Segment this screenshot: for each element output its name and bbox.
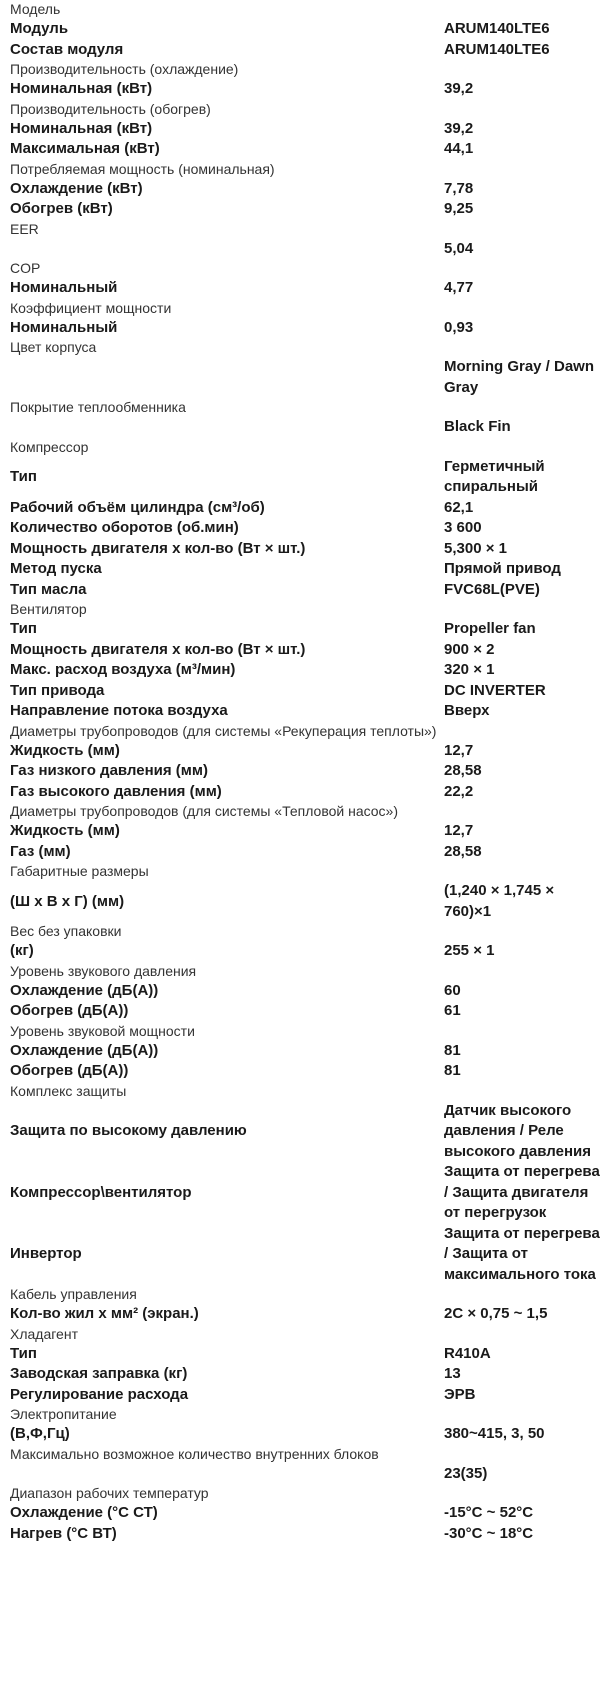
spec-label: Охлаждение (кВт) [10, 179, 143, 197]
spec-row [0, 119, 614, 140]
spec-value: 3 600 [444, 519, 482, 536]
spec-value: R410A [444, 1344, 491, 1362]
spec-label: Тип [10, 620, 37, 638]
spec-row [0, 1001, 614, 1022]
section-header: Производительность (обогрев) [10, 100, 211, 117]
spec-row [0, 239, 614, 260]
spec-label: Газ низкого давления (мм) [10, 762, 208, 780]
spec-row [0, 40, 614, 61]
spec-label: Номинальная (кВт) [10, 80, 153, 98]
spec-value: Прямой привод [444, 560, 561, 577]
spec-value: (1,240 × 1,745 × 760)×1 [444, 882, 555, 920]
spec-label: Направление потока воздуха [10, 702, 228, 720]
spec-row [0, 559, 614, 580]
spec-label: Жидкость (мм) [10, 741, 120, 759]
spec-row [0, 1344, 614, 1365]
spec-label: Защита по высокому давлению [10, 1122, 247, 1140]
spec-value: Вверх [444, 702, 490, 719]
section-header: Диаметры трубопроводов (для системы «Тепловой насос») [10, 803, 399, 819]
spec-label: Компрессор\вентилятор [10, 1183, 192, 1201]
spec-row [0, 1224, 614, 1286]
spec-label: Номинальная (кВт) [10, 119, 153, 137]
spec-value: Black Fin [444, 418, 511, 435]
spec-value: ЭРВ [444, 1385, 476, 1403]
spec-label: Макс. расход воздуха (м³/мин) [10, 661, 236, 679]
spec-label: Тип [10, 1344, 37, 1362]
spec-row [0, 821, 614, 842]
spec-value: 81 [444, 1062, 461, 1079]
spec-label: Номинальный [10, 318, 118, 336]
spec-value: 320 × 1 [444, 661, 495, 678]
spec-label: Кол-во жил x мм² (экран.) [10, 1305, 199, 1323]
spec-row [0, 1385, 614, 1406]
section-header: Диаметры трубопроводов (для системы «Рекуперация теплоты») [10, 722, 437, 739]
spec-label: Газ (мм) [10, 842, 71, 860]
spec-value: -30°C ~ 18°C [444, 1524, 534, 1542]
spec-row [0, 139, 614, 160]
spec-label: Регулирование расхода [10, 1385, 189, 1403]
spec-row [0, 1503, 614, 1524]
spec-row [0, 539, 614, 560]
section-header: Кабель управления [10, 1286, 137, 1302]
spec-row [0, 619, 614, 640]
section-header: Цвет корпуса [10, 339, 97, 355]
spec-label: (В,Ф,Гц) [10, 1425, 70, 1443]
section-header: Вес без упаковки [10, 923, 122, 939]
spec-label: Мощность двигателя x кол-во (Вт × шт.) [10, 539, 306, 557]
spec-label: Количество оборотов (об.мин) [10, 519, 239, 537]
section-header: Комплекс защиты [10, 1082, 127, 1099]
section-header: COP [10, 260, 41, 276]
section-header: Максимально возможное количество внутренних блоков [10, 1445, 379, 1462]
spec-row [0, 1464, 614, 1485]
spec-row [0, 518, 614, 539]
spec-row [0, 640, 614, 661]
spec-value: 5,300 × 1 [444, 539, 507, 557]
section-header: Диапазон рабочих температур [10, 1485, 209, 1501]
spec-value: ARUM140LTE6 [444, 40, 550, 58]
spec-row [0, 1424, 614, 1445]
spec-row [0, 1061, 614, 1082]
section-header: Производительность (охлаждение) [10, 61, 239, 77]
spec-row [0, 79, 614, 100]
spec-label: Номинальный [10, 279, 118, 297]
spec-value: 380~415, 3, 50 [444, 1425, 545, 1442]
section-header: Покрытие теплообменника [10, 399, 186, 415]
section-header: Уровень звукового давления [10, 962, 197, 979]
spec-value: 81 [444, 1041, 461, 1059]
spec-row [0, 457, 614, 498]
spec-row [0, 981, 614, 1002]
section-header: Уровень звуковой мощности [10, 1022, 195, 1039]
spec-value: 44,1 [444, 140, 474, 157]
spec-value: 39,2 [444, 80, 474, 97]
spec-value: Propeller fan [444, 620, 536, 637]
spec-label: Максимальная (кВт) [10, 140, 160, 158]
spec-row [0, 741, 614, 762]
spec-value: 12,7 [444, 822, 474, 839]
section-header: Габаритные размеры [10, 863, 149, 879]
spec-row [0, 1304, 614, 1325]
spec-row [0, 19, 614, 40]
spec-value: Защита от перегрева / Защита от максимального тока [444, 1224, 600, 1283]
spec-label: Обогрев (дБ(А)) [10, 1062, 129, 1080]
spec-value: 5,04 [444, 239, 474, 257]
spec-label: Тип [10, 468, 37, 485]
spec-label: Обогрев (кВт) [10, 200, 113, 218]
spec-value: 0,93 [444, 318, 474, 336]
spec-value: 22,2 [444, 782, 474, 800]
section-header: Вентилятор [10, 601, 87, 617]
spec-row [0, 941, 614, 962]
spec-label: Охлаждение (°C СТ) [10, 1504, 158, 1522]
spec-row [0, 1162, 614, 1224]
spec-label: Тип привода [10, 681, 105, 699]
spec-value: Morning Gray / Dawn Gray [444, 358, 595, 396]
spec-label: Охлаждение (дБ(А)) [10, 981, 159, 999]
spec-row [0, 701, 614, 722]
spec-label: Заводская заправка (кг) [10, 1365, 188, 1383]
spec-label: Жидкость (мм) [10, 822, 120, 840]
spec-value: 61 [444, 1002, 461, 1019]
spec-label: Состав модуля [10, 40, 124, 58]
spec-value: 2C × 0,75 ~ 1,5 [444, 1305, 548, 1322]
spec-value: 255 × 1 [444, 942, 495, 959]
spec-row [0, 278, 614, 299]
spec-label: Газ высокого давления (мм) [10, 782, 222, 800]
spec-row [0, 842, 614, 863]
spec-value: 28,58 [444, 762, 482, 779]
spec-row [0, 417, 614, 438]
spec-row [0, 660, 614, 681]
spec-label: Тип масла [10, 580, 87, 598]
spec-label: Рабочий объём цилиндра (см³/об) [10, 498, 265, 516]
spec-value: 60 [444, 981, 461, 999]
spec-value: 4,77 [444, 279, 474, 296]
spec-value: 62,1 [444, 498, 474, 516]
spec-value: ARUM140LTE6 [444, 20, 550, 37]
spec-row [0, 1364, 614, 1385]
spec-row [0, 498, 614, 519]
spec-value: 12,7 [444, 741, 474, 759]
spec-row [0, 199, 614, 220]
spec-label: Нагрев (°C ВТ) [10, 1524, 117, 1542]
spec-row [0, 1041, 614, 1062]
spec-value: Герметичный спиральный [444, 457, 545, 495]
spec-row [0, 681, 614, 702]
spec-value: 23(35) [444, 1464, 488, 1482]
section-header: Модель [10, 1, 61, 17]
spec-value: DC INVERTER [444, 681, 546, 699]
section-header: Потребляемая мощность (номинальная) [10, 160, 275, 177]
spec-label: Метод пуска [10, 560, 102, 578]
spec-value: -15°C ~ 52°C [444, 1504, 534, 1521]
section-header: Компрессор [10, 438, 89, 455]
spec-row [0, 357, 614, 398]
spec-row [0, 580, 614, 601]
spec-label: Мощность двигателя x кол-во (Вт × шт.) [10, 640, 306, 658]
spec-label: Модуль [10, 20, 69, 38]
spec-value: FVC68L(PVE) [444, 580, 540, 598]
spec-row [0, 782, 614, 803]
spec-value: Защита от перегрева / Защита двигателя от перегрузок [444, 1163, 600, 1221]
section-header: EER [10, 220, 39, 237]
spec-row [0, 881, 614, 922]
spec-label: Инвертор [10, 1245, 82, 1263]
spec-value: 900 × 2 [444, 640, 495, 658]
spec-label: Охлаждение (дБ(А)) [10, 1041, 159, 1059]
spec-row [0, 1101, 614, 1163]
spec-row [0, 761, 614, 782]
spec-value: 39,2 [444, 119, 474, 137]
spec-value: 7,78 [444, 179, 474, 197]
section-header: Электропитание [10, 1406, 117, 1422]
spec-label: (кг) [10, 942, 34, 960]
section-header: Коэффициент мощности [10, 299, 172, 316]
spec-value: Датчик высокого давления / Реле высокого давления [444, 1101, 591, 1160]
spec-row [0, 1524, 614, 1545]
spec-label: (Ш х В х Г) (мм) [10, 892, 125, 910]
spec-label: Обогрев (дБ(А)) [10, 1002, 129, 1020]
spec-value: 13 [444, 1365, 461, 1382]
spec-value: 28,58 [444, 842, 482, 860]
spec-value: 9,25 [444, 200, 474, 217]
spec-row [0, 318, 614, 339]
spec-row [0, 179, 614, 200]
section-header: Хладагент [10, 1325, 78, 1342]
